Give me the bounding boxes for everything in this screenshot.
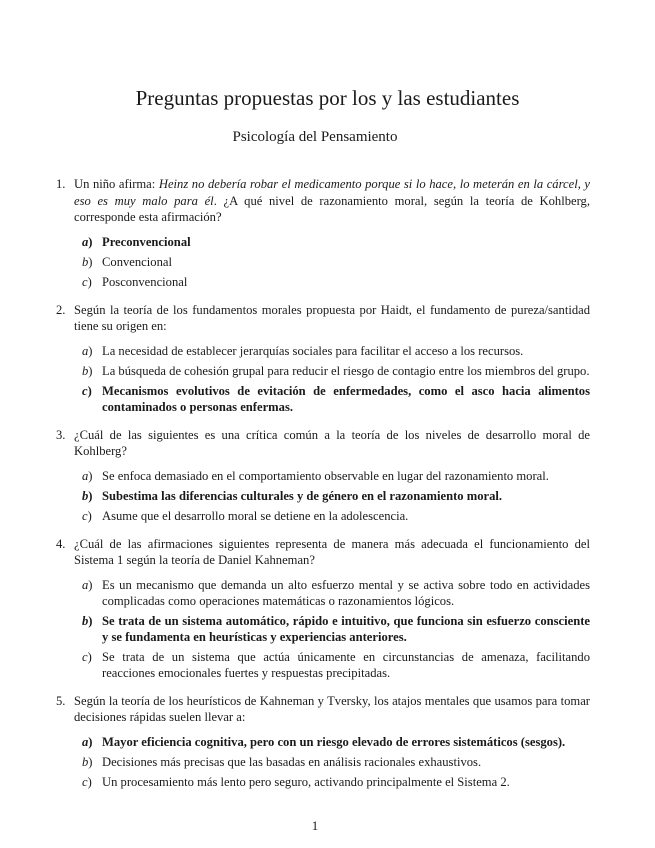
question-number: 5. — [56, 693, 66, 708]
option-text: Mayor eficiencia cognitiva, pero con un riesgo elevado de errores sistemáticos (sesgos). — [102, 734, 566, 749]
option-text: La búsqueda de cohesión grupal para reducir el riesgo de contagio entre los miembros del grupo. — [102, 363, 590, 378]
answer-option — [82, 363, 590, 379]
question-item — [56, 427, 590, 524]
option-letter: a) — [82, 734, 93, 749]
question-text-segment: ¿Cuál de las afirmaciones siguientes representa de manera más adecuada el funcionamiento del Sistema 1 según la teoría de Daniel Kahneman? — [74, 536, 590, 567]
correct-option — [82, 488, 590, 504]
option-text: Es un mecanismo que demanda un alto esfuerzo mental y se activa sobre todo en actividades complicadas como operaciones matemáticas o razonamientos lógicos. — [102, 577, 590, 608]
question-text — [74, 536, 590, 569]
question-text — [74, 176, 590, 226]
answer-option — [82, 468, 590, 484]
question-text-segment: Según la teoría de los fundamentos morales propuesta por Haidt, el fundamento de pureza/santidad tiene su origen en: — [74, 302, 590, 333]
question-number: 1. — [56, 177, 66, 191]
option-text: Mecanismos evolutivos de evitación de enfermedades, como el asco hacia alimentos contaminados o personas enfermas. — [102, 383, 590, 414]
page-number: 1 — [311, 818, 319, 833]
answer-option — [82, 508, 590, 524]
option-list — [74, 577, 590, 681]
question-text-segment: ¿Cuál de las siguientes es una crítica común a la teoría de los niveles de desarrollo moral de Kohlberg? — [74, 427, 590, 458]
question-text — [74, 302, 590, 335]
answer-option — [82, 274, 590, 290]
question-item — [56, 693, 590, 790]
option-text: Asume que el desarrollo moral se detiene en la adolescencia. — [102, 508, 409, 523]
question-quote: Heinz no debería robar el medicamento porque si lo hace, lo meterán en la cárcel, y eso es muy malo para él — [74, 177, 590, 208]
option-letter: a) — [82, 234, 93, 249]
question-item — [56, 536, 590, 681]
option-letter: a) — [82, 468, 93, 483]
option-list — [74, 234, 590, 290]
option-letter: c) — [82, 274, 92, 289]
option-letter: c) — [82, 383, 92, 398]
question-number: 3. — [56, 427, 66, 442]
option-letter: a) — [82, 577, 93, 592]
document-title: Preguntas propuestas por los y las estudiantes — [135, 86, 520, 110]
option-text: Posconvencional — [102, 274, 188, 289]
option-letter: b) — [82, 254, 93, 269]
question-list — [0, 176, 655, 794]
answer-option — [82, 754, 590, 770]
answer-option — [82, 649, 590, 681]
question-text-segment: Un niño afirma: — [74, 177, 159, 191]
option-list — [74, 343, 590, 415]
answer-option — [82, 343, 590, 359]
answer-option — [82, 774, 590, 790]
option-text: La necesidad de establecer jerarquías sociales para facilitar el acceso a los recursos. — [102, 343, 524, 358]
option-text: Preconvencional — [102, 234, 191, 249]
correct-option — [82, 734, 590, 750]
option-letter: b) — [82, 754, 93, 769]
correct-option — [82, 234, 590, 250]
question-number: 4. — [56, 536, 66, 551]
document-subtitle: Psicología del Pensamiento — [232, 129, 398, 145]
correct-option — [82, 613, 590, 645]
option-text: Convencional — [102, 254, 172, 269]
option-text: Subestima las diferencias culturales y de género en el razonamiento moral. — [102, 488, 503, 503]
option-text: Un procesamiento más lento pero seguro, activando principalmente el Sistema 2. — [102, 774, 510, 789]
option-list — [74, 734, 590, 790]
question-text — [74, 693, 590, 726]
option-text: Se trata de un sistema que actúa únicamente en circunstancias de amenaza, facilitando reacciones emocionales fuertes y respuestas precipitadas. — [102, 649, 590, 680]
question-item — [56, 302, 590, 415]
question-text-segment: Según la teoría de los heurísticos de Kahneman y Tversky, los atajos mentales que usamos para tomar decisiones rápidas suelen llevar a: — [74, 693, 590, 724]
option-letter: b) — [82, 613, 93, 628]
option-list — [74, 468, 590, 524]
option-letter: c) — [82, 649, 92, 664]
option-text: Se trata de un sistema automático, rápido e intuitivo, que funciona sin esfuerzo consciente y se fundamenta en heurísticas y experiencias anteriores. — [102, 613, 590, 644]
question-item — [56, 176, 591, 290]
correct-option — [82, 383, 590, 415]
question-text-segment: . ¿A qué nivel de razonamiento moral, según la teoría de Kohlberg, corresponde esta afirmación? — [74, 193, 591, 224]
question-text — [74, 427, 590, 460]
option-letter: b) — [82, 363, 93, 378]
option-letter: c) — [82, 774, 92, 789]
option-text: Decisiones más precisas que las basadas en análisis racionales exhaustivos. — [102, 754, 482, 769]
answer-option — [82, 577, 590, 609]
option-letter: b) — [82, 488, 93, 503]
option-letter: a) — [82, 343, 93, 358]
option-letter: c) — [82, 508, 92, 523]
answer-option — [82, 254, 590, 270]
question-number: 2. — [56, 302, 66, 317]
option-text: Se enfoca demasiado en el comportamiento observable en lugar del razonamiento moral. — [102, 468, 549, 483]
